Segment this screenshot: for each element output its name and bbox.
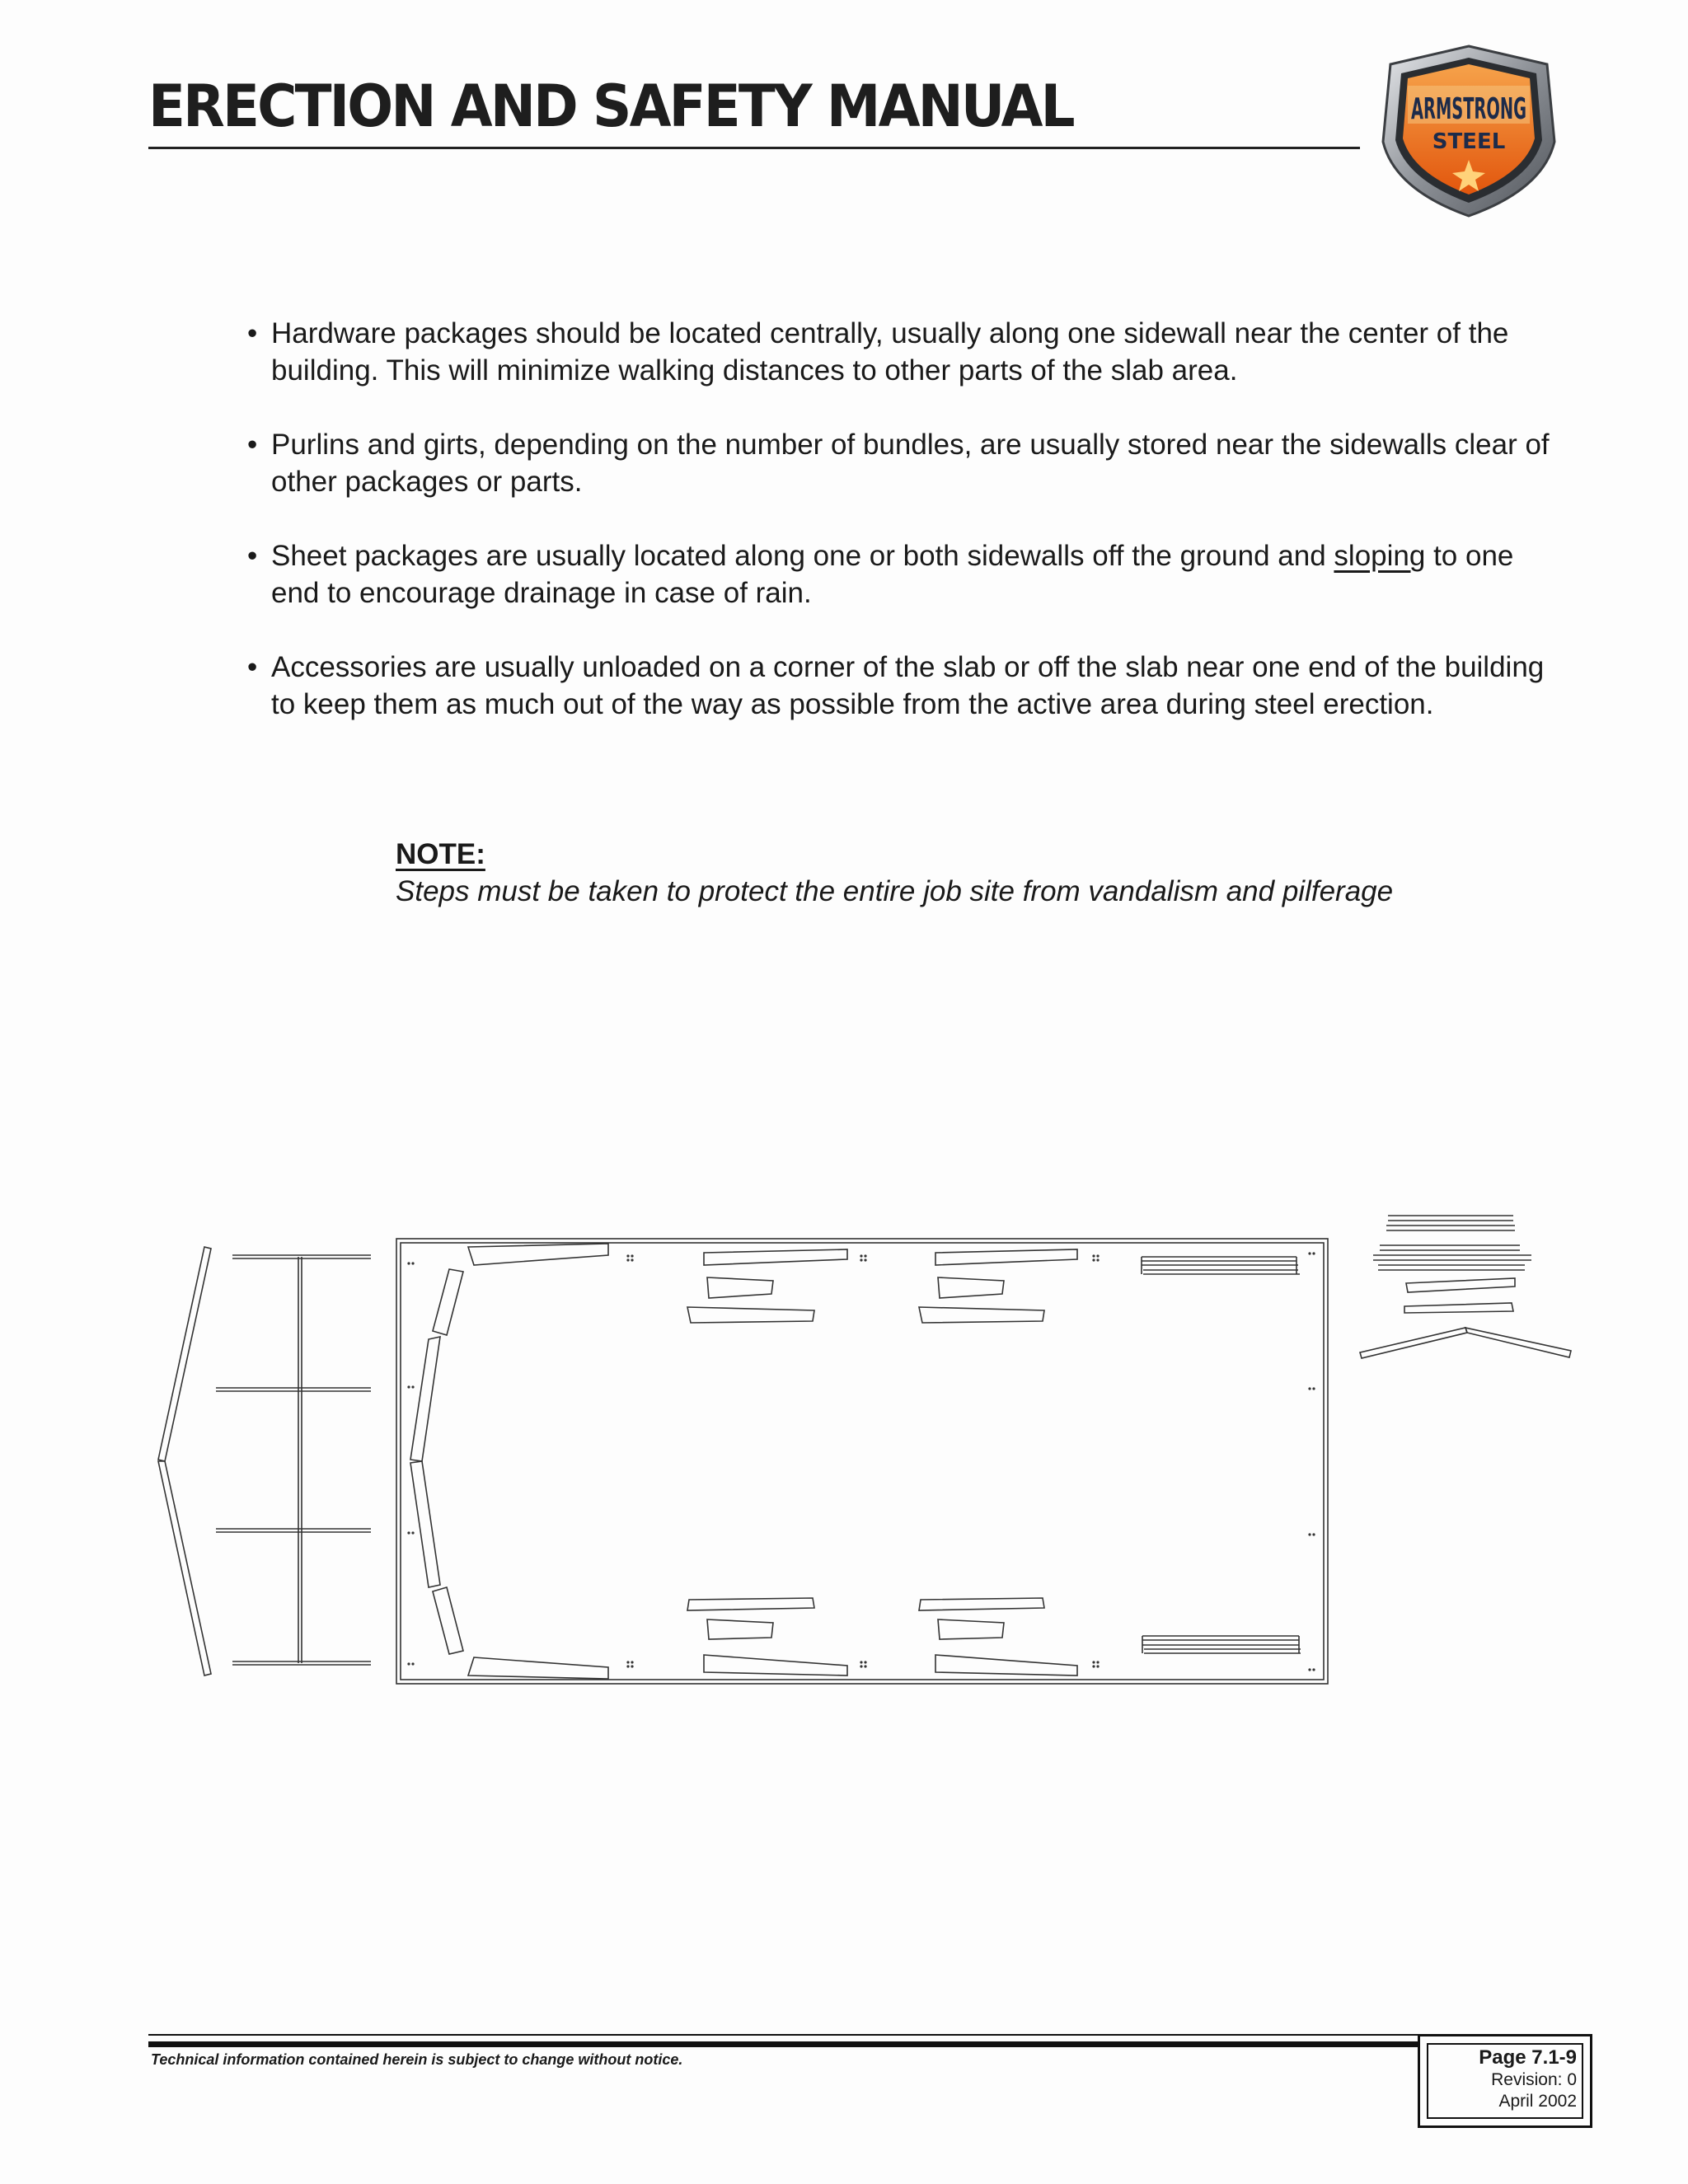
revision: Revision: 0	[1491, 2070, 1577, 2089]
footer-disclaimer: Technical information contained herein is subject to change without notice.	[151, 2051, 683, 2068]
bullet-text: Accessories are usually unloaded on a corner of the slab or off the slab near one end of the building to keep them as much out of the way as possible from the active area during steel erection.	[271, 651, 1545, 720]
page-info-box	[1418, 2034, 1592, 2128]
footer-rule-thick	[148, 2041, 1418, 2047]
sheet-packages	[1142, 1257, 1301, 1653]
logo-text-bottom: STEEL	[1432, 129, 1506, 154]
bullet-dot: •	[247, 429, 258, 461]
bullet-hardware-packages	[247, 315, 1550, 389]
bullet-dot: •	[247, 317, 258, 349]
bullet-sheet-packages	[247, 537, 1550, 612]
end-rafter-pieces	[410, 1244, 608, 1679]
bullet-text-start: Sheet packages are usually located along one or both sidewalls off the ground and	[271, 540, 1334, 572]
page-number: Page 7.1-9	[1479, 2046, 1577, 2069]
bullet-purlins-girts	[247, 426, 1550, 500]
bullet-dot: •	[247, 651, 258, 683]
bullet-text: Hardware packages should be located centrally, usually along one sidewall near the center of the building. This will minimize walking distances to other parts of the slab area.	[271, 317, 1509, 387]
page-title: ERECTION AND SAFETY MANUAL	[148, 73, 1073, 140]
title-rule	[148, 147, 1360, 149]
left-rafter-assembly	[158, 1247, 371, 1675]
accessories-off-slab	[1360, 1216, 1571, 1358]
bullet-list	[247, 315, 1550, 760]
logo-text-top: ARMSTRONG	[1411, 92, 1526, 126]
site-layout-drawing	[157, 1199, 1574, 1694]
armstrong-steel-logo	[1378, 43, 1559, 219]
frame-parts-bottom	[687, 1598, 1077, 1675]
bullet-text-end: to one end to encourage drainage in case of rain.	[271, 540, 1514, 609]
bullet-text-underlined: sloping	[1334, 540, 1426, 572]
bullet-accessories	[247, 649, 1550, 723]
footer-rule	[148, 2034, 1418, 2036]
bullet-text: Purlins and girts, depending on the number of bundles, are usually stored near the sidewalls clear of other packages or parts.	[271, 429, 1550, 498]
anchor-bolts	[407, 1252, 1315, 1671]
frame-parts-top	[687, 1249, 1077, 1323]
bullet-dot: •	[247, 540, 258, 572]
note-text: Steps must be taken to protect the entire job site from vandalism and pilferage	[396, 875, 1394, 907]
note-label: NOTE:	[396, 838, 485, 870]
slab-outline	[396, 1239, 1328, 1684]
revision-date: April 2002	[1498, 2092, 1577, 2111]
note-block	[396, 836, 1632, 910]
